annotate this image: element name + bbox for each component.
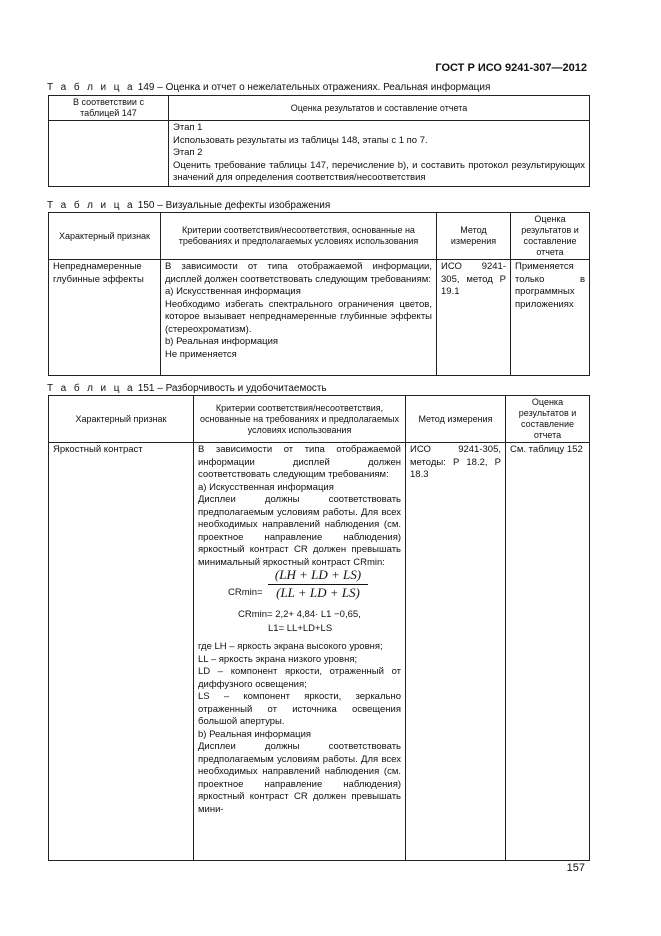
criteria-line: В зависимости от типа отображаемой информации, дисплей должен соответствовать следующим требованиям: (165, 261, 432, 285)
table-caption-text: 150 – Визуальные дефекты изображения (137, 200, 331, 211)
table-150-caption (47, 200, 330, 211)
formula-denominator: (LL + LD + LS) (276, 584, 360, 600)
criteria-line: Дисплеи должны соответствовать предполагаемым условиям работы. Для всех необходимых направлений наблюдения (см. проектное направление наблюдения) яркостный контраст CR должен превышать мини- (198, 741, 401, 815)
formula-numerator: (LH + LD + LS) (274, 567, 362, 582)
table-151-caption (47, 383, 327, 394)
table-149-caption (47, 82, 490, 93)
table-150 (48, 212, 590, 376)
step-line: Оценить требование таблицы 147, перечисление b), и составить протокол результирующих значений для определения соответствия/несоответствия (173, 159, 585, 183)
criteria-line: а) Искусственная информация (198, 481, 334, 493)
table-150-feature: Непреднамеренные глубинные эффекты (49, 260, 161, 376)
contrast-formula (198, 569, 401, 641)
criteria-line: Дисплеи должны соответствовать предполагаемым условиям работы. Для всех необходимых направлений наблюдения (см. проектное направление наблюдения) яркостный контраст CR должен превышать минимальный яркостный контраст CRmin: (198, 494, 401, 568)
step-line: Использовать результаты из таблицы 148, этапы с 1 по 7. (173, 134, 428, 146)
table-149-empty-cell (49, 121, 169, 187)
criteria-line: LS – компонент яркости, зеркально отраженный от источника освещения большой апертуры. (198, 691, 401, 727)
formula-crmin: CRmin= 2,2+ 4,84· L1 −0,65, (238, 609, 361, 620)
step-line: Этап 1 (173, 122, 203, 133)
table-151-header-criteria: Критерии соответствия/несоответствия, основанные на требованиях и предполагаемых условиях использования (194, 396, 406, 443)
criteria-line: В зависимости от типа отображаемой информации дисплей должен соответствовать следующим требованиям: (198, 444, 401, 480)
formula-lhs: CRmin= (228, 587, 263, 598)
table-150-method: ИСО 9241-305, метод Р 19.1 (437, 260, 511, 376)
table-150-header-feature: Характерный признак (49, 213, 161, 260)
table-150-header-method: Метод измерения (437, 213, 511, 260)
table-caption-prefix: Т а б л и ц а (47, 200, 135, 211)
criteria-line: b) Реальная информация (198, 728, 312, 740)
table-151-criteria (194, 443, 406, 861)
document-header: ГОСТ Р ИСО 9241-307—2012 (435, 62, 587, 74)
page-number: 157 (566, 862, 585, 874)
table-151-feature: Яркостный контраст (49, 443, 194, 861)
table-151-header-evaluation: Оценка результатов и составление отчета (506, 396, 590, 443)
formula-l1: L1= LL+LD+LS (268, 623, 333, 634)
table-149 (48, 95, 590, 187)
table-caption-prefix: Т а б л и ц а (47, 82, 135, 93)
table-151-header-feature: Характерный признак (49, 396, 194, 443)
table-151 (48, 395, 590, 861)
table-150-criteria (161, 260, 437, 376)
table-149-steps (169, 121, 590, 187)
criteria-line: LL – яркость экрана низкого уровня; (198, 653, 358, 665)
step-line: Этап 2 (173, 147, 203, 158)
table-151-method: ИСО 9241-305, методы: Р 18.2, Р 18.3 (406, 443, 506, 861)
table-149-header-col2: Оценка результатов и составление отчета (169, 96, 590, 121)
criteria-line: а) Искусственная информация (165, 286, 301, 297)
table-caption-text: 151 – Разборчивость и удобочитаемость (137, 383, 327, 394)
formula-fraction (268, 569, 368, 599)
table-151-header-method: Метод измерения (406, 396, 506, 443)
table-150-evaluation: Применяется только в программных приложениях (511, 260, 590, 376)
criteria-line: b) Реальная информация (165, 336, 279, 347)
table-caption-prefix: Т а б л и ц а (47, 383, 135, 394)
table-150-header-evaluation: Оценка результатов и составление отчета (511, 213, 590, 260)
table-150-header-criteria: Критерии соответствия/несоответствия, основанные на требованиях и предполагаемых условиях использования (161, 213, 437, 260)
criteria-line: где LH – яркость экрана высокого уровня; (198, 641, 383, 652)
table-151-evaluation: См. таблицу 152 (506, 443, 590, 861)
criteria-line: LD – компонент яркости, отраженный от диффузного освещения; (198, 666, 401, 690)
table-caption-text: 149 – Оценка и отчет о нежелательных отражениях. Реальная информация (137, 82, 491, 93)
table-149-header-col1: В соответствии с таблицей 147 (49, 96, 169, 121)
criteria-line: Необходимо избегать спектрального ограничения цветов, которое вызывает непреднамеренные глубинные эффекты (стереохроматизм). (165, 298, 432, 335)
criteria-line: Не применяется (165, 348, 237, 360)
